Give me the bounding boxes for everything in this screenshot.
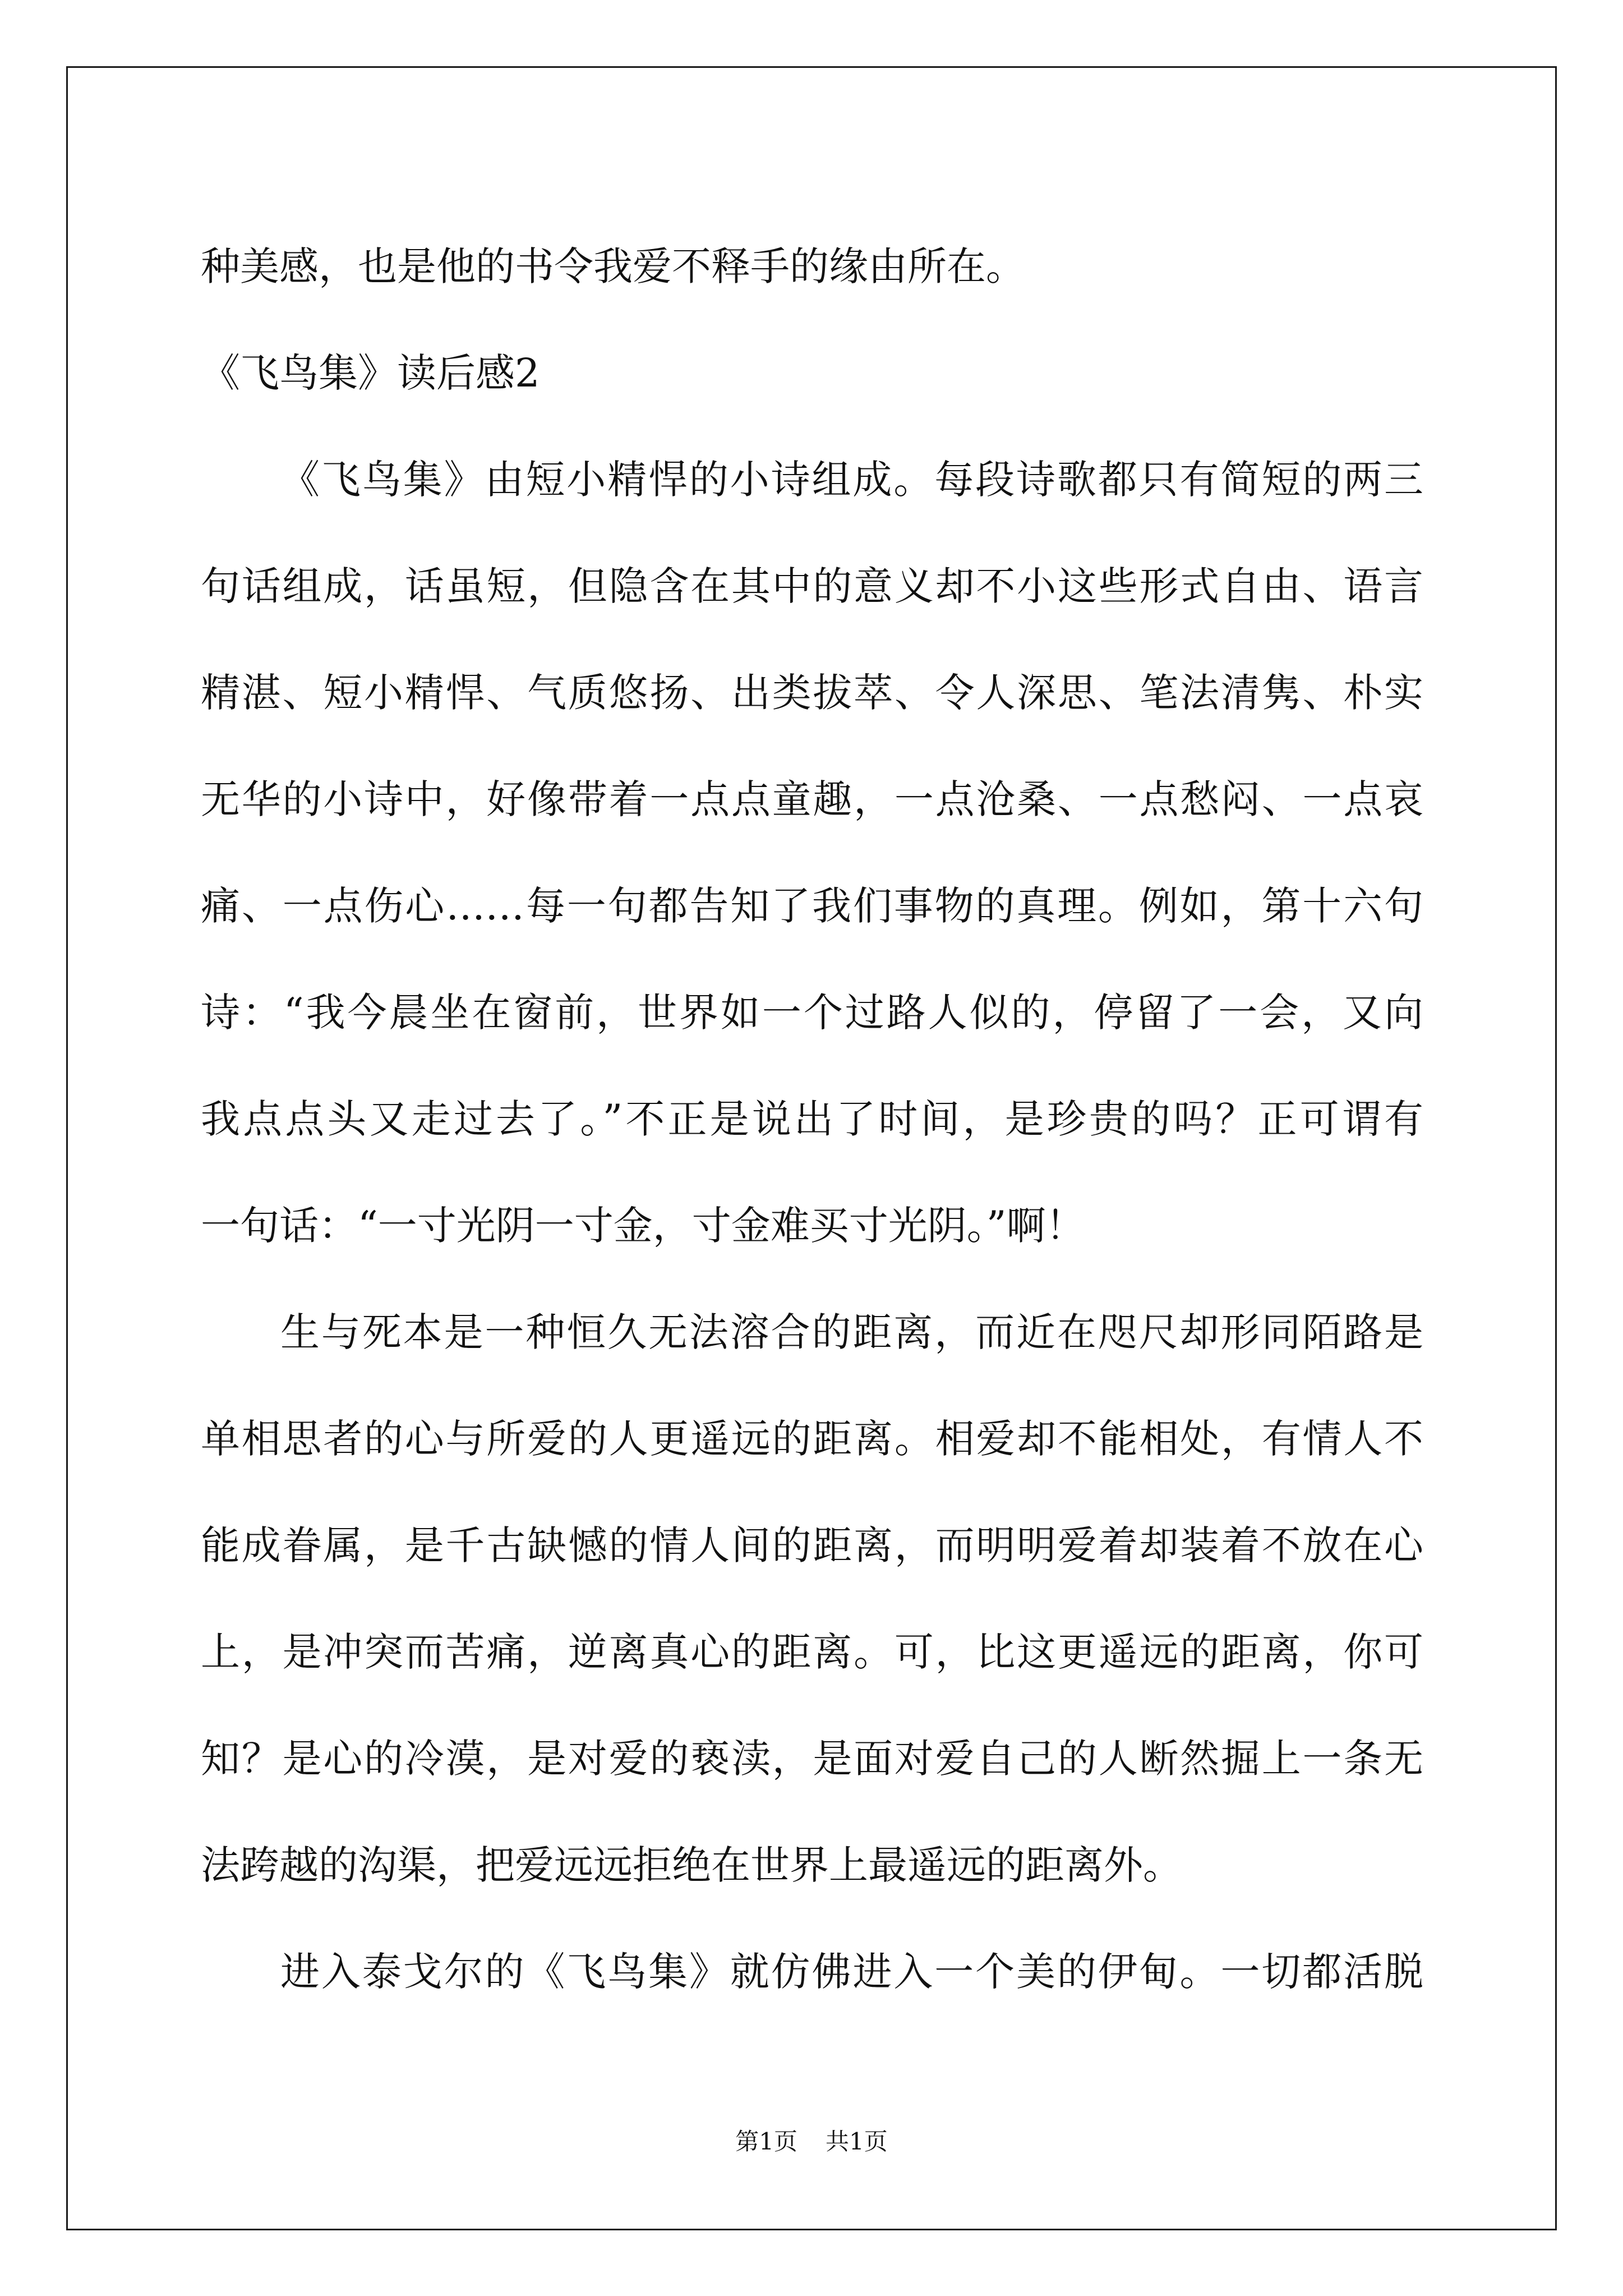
text-line: 《飞鸟集》由短小精悍的小诗组成。每段诗歌都只有简短的两三 [280, 457, 1423, 503]
text-line: 种美感，也是他的书令我爱不释手的缘由所在。 [201, 243, 1025, 289]
text-line: 单相思者的心与所爱的人更遥远的距离。相爱却不能相处，有情人不 [201, 1416, 1423, 1462]
text-line: 能成眷属，是千古缺憾的情人间的距离，而明明爱着却装着不放在心 [201, 1522, 1423, 1568]
text-line: 上，是冲突而苦痛，逆离真心的距离。可，比这更遥远的距离，你可 [201, 1629, 1423, 1675]
text-line: 精湛、短小精悍、气质悠扬、出类拔萃、令人深思、笔法清隽、朴实 [201, 670, 1423, 716]
text-line: 进入泰戈尔的《飞鸟集》就仿佛进入一个美的伊甸。一切都活脱 [280, 1949, 1423, 1995]
text-line: 知？是心的冷漠，是对爱的亵渎，是面对爱自己的人断然掘上一条无 [201, 1736, 1423, 1782]
text-line: 我点点头又走过去了。”不正是说出了时间，是珍贵的吗？正可谓有 [201, 1096, 1423, 1142]
page-total: 共1页 [826, 2128, 888, 2155]
page-number: 第1页 [735, 2128, 797, 2155]
text-line: 生与死本是一种恒久无法溶合的距离，而近在咫尺却形同陌路是 [280, 1309, 1423, 1355]
text-line: 法跨越的沟渠，把爱远远拒绝在世界上最遥远的距离外。 [201, 1842, 1182, 1888]
text-line: 句话组成，话虽短，但隐含在其中的意义却不小这些形式自由、语言 [201, 563, 1423, 609]
page-footer [0, 2125, 1623, 2159]
section-heading: 《飞鸟集》读后感2 [201, 350, 540, 396]
text-line: 诗：“我今晨坐在窗前，世界如一个过路人似的，停留了一会，又向 [201, 990, 1423, 1036]
document-body [201, 213, 1423, 2025]
text-line: 痛、一点伤心……每一句都告知了我们事物的真理。例如，第十六句 [201, 883, 1423, 929]
text-line: 无华的小诗中，好像带着一点点童趣，一点沧桑、一点愁闷、一点哀 [201, 776, 1423, 822]
text-line: 一句话：“一寸光阴一寸金，寸金难买寸光阴。”啊！ [201, 1203, 1085, 1249]
